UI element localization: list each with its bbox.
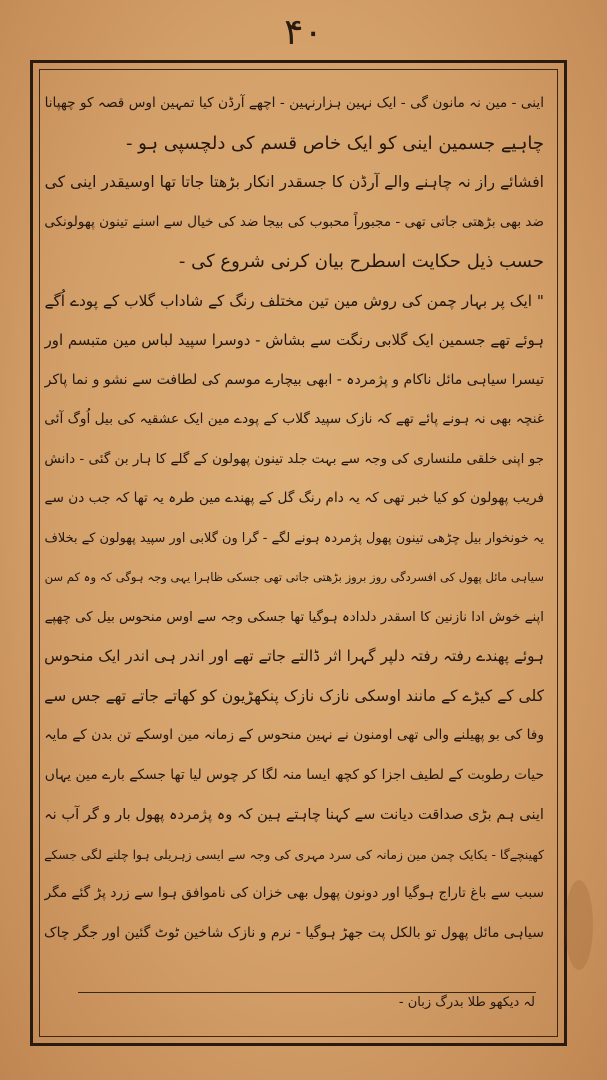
text-line: تیسرا سیاہی مائل ناکام و پژمردہ - ابھی بیچارے موسم کی لطافت سے نشو و نما پاکر [44,371,544,388]
urdu-text-body [44,84,544,953]
text-line: ہوئے تھے جسمین ایک گلابی رنگت سے بشاش - دوسرا سپید لباس مین متبسم اور [44,331,544,349]
text-line: " ایک پر بہار چمن کی روش مین تین مختلف رنگ کے شاداب گلاب کے پودے اُگے [44,291,544,310]
text-line: سبب سے باغ تاراج ہوگیا اور دونون پھول بھی خزان کی ناموافق ہوا سے زرد پڑ گئے مگر [44,885,544,901]
text-line: ضد بھی بڑھتی جاتی تھی - مجبوراً محبوب کی بیجا ضد کی خیال سے اسنے تینون پھولونکی [44,213,544,230]
footnote: لہ دیکھو طلا بدرگ زبان - [398,995,535,1010]
text-line: کھینچےگا - یکایک چمن مین زمانہ کی سرد مہری کی وجہ سے ایسی زہریلی ہوا چلنے لگی جسکے [44,846,544,862]
text-line: اپنے خوش ادا نازنین کا اسقدر دلدادہ ہوگیا تھا جسکی وجہ سے اوس منحوس بیل کی چھپے [44,609,544,625]
text-line: ہوئے پھندے رفتہ رفتہ دلپر گہرا اثر ڈالتے جاتے تھے اور اندر ہی اندر ایک منحوس [44,647,544,665]
text-line: چاہیے جسمین اینی کو ایک خاص قسم کی دلچسپی ہو - [125,132,544,154]
text-line: اینی - مین نہ مانون گی - ایک نہین ہزارنہین - اچھے آرڈن کیا تمہین اوس قصہ کو چھپانا [44,95,544,111]
text-line: کلی کے کیڑے کے مانند اوسکی نازک نازک پنکھڑیون کو کھاتے جاتے تھے جس سے [44,686,544,705]
text-line: اینی ہم بڑی صداقت دیانت سے کہنا چاہتے ہین کہ وہ پژمردہ پھول بار و گر آب نہ [44,806,544,823]
paper-stain [565,880,593,970]
footnote-rule [78,992,536,993]
page-number: ۴۰ [284,12,323,53]
text-line: افشائے راز نہ چاہنے والے آرڈن کا جسقدر انکار بڑھتا جاتا تھا اوسیقدر اینی کی [44,173,544,191]
text-line: یہ خونخوار بیل چڑھی تینون پھول پژمردہ ہونے لگے - گرا ون گلابی اور سپید پھولون کے بخلاف [44,530,544,546]
text-line: وفا کی بو پھیلنے والی تھی اومنون نے نہین منحوس کے زمانہ مین اوسکے تن بدن کے مایہ [44,727,544,743]
text-line: حسب ذیل حکایت اسطرح بیان کرنی شروع کی - [178,251,544,272]
text-line: حیات رطوبت کے لطیف اجزا کو کچھ ایسا منہ لگا کر چوس لیا تھا جسکے بارے مین یہاں [44,766,544,783]
text-line: سیاہی مائل پھول کی افسردگی روز بروز بڑھتی جاتی تھی جسکی ظاہرا یہی وجہ ہوگی کہ وہ کم سن [44,570,544,584]
text-line: غنچہ بھی نہ ہونے پائے تھے کہ نازک سپید گلاب کے پودے مین ایک عشقیہ کی بیل اُوگ آئی [44,411,544,427]
text-line: فریب پھولون کو کیا خبر تھی کہ یہ دام رنگ گل کے پھندے مین طرہ یہ تھا کہ جب دن سے [44,490,544,506]
text-line: سیاہی مائل پھول تو بالکل پت جھڑ ہوگیا - نرم و نازک شاخین ٹوٹ گئین اور جگر چاک [44,924,544,941]
text-line: جو اپنی خلقی ملنساری کی وجہ سے بہت جلد تینون پھولون کے گلے کا ہار بن گئی - دانش [44,450,544,467]
